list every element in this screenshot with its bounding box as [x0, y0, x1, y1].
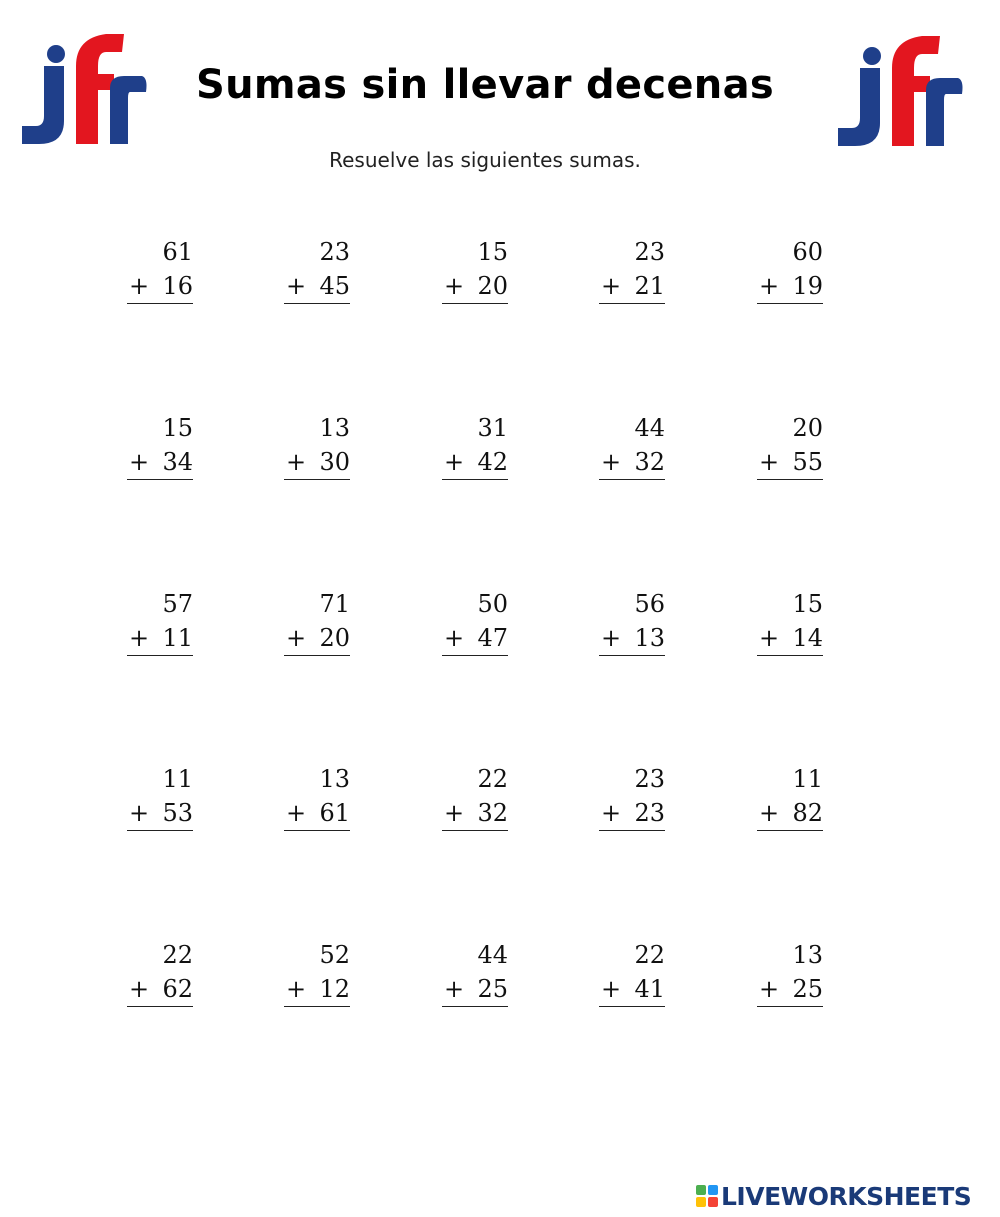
addend-top: 23	[634, 765, 665, 793]
addend-bottom: 55	[792, 448, 823, 476]
addition-problem	[733, 762, 823, 831]
addend-bottom-row	[442, 796, 508, 831]
addend-bottom-row	[127, 269, 193, 304]
plus-sign: +	[444, 799, 465, 827]
plus-sign: +	[601, 624, 622, 652]
addend-top: 11	[162, 765, 193, 793]
addition-problem	[418, 762, 508, 831]
addend-bottom-row	[757, 972, 823, 1007]
addend-bottom: 12	[319, 975, 350, 1003]
addend-bottom-row	[127, 621, 193, 656]
addend-top: 22	[162, 941, 193, 969]
addition-problem	[575, 938, 665, 1007]
addition-problem	[418, 235, 508, 304]
addend-bottom: 32	[477, 799, 508, 827]
addend-top: 44	[634, 414, 665, 442]
addition-problem	[103, 235, 193, 304]
addition-problem	[103, 411, 193, 480]
plus-sign: +	[601, 975, 622, 1003]
addend-bottom-row	[127, 796, 193, 831]
addend-bottom-row	[599, 445, 665, 480]
liveworksheets-wordmark: LIVEWORKSHEETS	[721, 1181, 972, 1211]
addend-top: 44	[477, 941, 508, 969]
addend-bottom: 13	[634, 624, 665, 652]
addend-bottom-row	[599, 269, 665, 304]
plus-sign: +	[129, 272, 150, 300]
addend-bottom-row	[284, 972, 350, 1007]
addend-top: 71	[319, 590, 350, 618]
plus-sign: +	[286, 272, 307, 300]
addend-bottom: 30	[319, 448, 350, 476]
addition-problem	[260, 762, 350, 831]
addend-bottom-row	[442, 269, 508, 304]
addend-bottom: 21	[634, 272, 665, 300]
addition-problem	[733, 235, 823, 304]
addition-problem	[733, 411, 823, 480]
addend-bottom-row	[442, 621, 508, 656]
plus-sign: +	[759, 799, 780, 827]
addend-bottom-row	[442, 972, 508, 1007]
addition-problem	[733, 587, 823, 656]
addend-bottom-row	[757, 621, 823, 656]
addend-top: 13	[792, 941, 823, 969]
addition-problem	[418, 938, 508, 1007]
addition-problem	[103, 938, 193, 1007]
addition-problem	[103, 587, 193, 656]
plus-sign: +	[759, 448, 780, 476]
addend-bottom: 25	[477, 975, 508, 1003]
addend-bottom: 19	[792, 272, 823, 300]
addend-bottom: 14	[792, 624, 823, 652]
addend-bottom: 62	[162, 975, 193, 1003]
addend-top: 20	[792, 414, 823, 442]
addend-bottom: 41	[634, 975, 665, 1003]
addition-problem	[575, 235, 665, 304]
addend-bottom: 16	[162, 272, 193, 300]
addend-bottom-row	[284, 269, 350, 304]
addend-top: 15	[162, 414, 193, 442]
addend-bottom-row	[127, 972, 193, 1007]
addend-top: 15	[792, 590, 823, 618]
plus-sign: +	[759, 624, 780, 652]
addend-top: 50	[477, 590, 508, 618]
addition-problem	[418, 411, 508, 480]
addend-bottom-row	[284, 796, 350, 831]
addend-bottom-row	[599, 796, 665, 831]
plus-sign: +	[286, 624, 307, 652]
addend-top: 60	[792, 238, 823, 266]
addend-bottom-row	[127, 445, 193, 480]
addition-problem	[575, 587, 665, 656]
addend-top: 13	[319, 765, 350, 793]
plus-sign: +	[444, 272, 465, 300]
addend-bottom: 11	[162, 624, 193, 652]
addend-bottom-row	[599, 621, 665, 656]
addend-top: 31	[477, 414, 508, 442]
plus-sign: +	[759, 272, 780, 300]
plus-sign: +	[444, 975, 465, 1003]
addition-problem	[733, 938, 823, 1007]
addend-top: 13	[319, 414, 350, 442]
addend-bottom: 45	[319, 272, 350, 300]
addend-bottom: 20	[477, 272, 508, 300]
addend-bottom: 32	[634, 448, 665, 476]
addend-bottom: 25	[792, 975, 823, 1003]
addend-top: 61	[162, 238, 193, 266]
addend-top: 52	[319, 941, 350, 969]
addend-top: 56	[634, 590, 665, 618]
plus-sign: +	[286, 975, 307, 1003]
addend-bottom-row	[284, 621, 350, 656]
liveworksheets-logo-icon	[696, 1185, 718, 1207]
addend-top: 22	[634, 941, 665, 969]
plus-sign: +	[129, 975, 150, 1003]
addend-top: 22	[477, 765, 508, 793]
addition-problem	[260, 235, 350, 304]
addend-bottom-row	[757, 445, 823, 480]
addend-bottom: 42	[477, 448, 508, 476]
addend-bottom: 82	[792, 799, 823, 827]
plus-sign: +	[129, 799, 150, 827]
addend-bottom-row	[599, 972, 665, 1007]
addend-top: 57	[162, 590, 193, 618]
page-title: Sumas sin llevar decenas	[196, 62, 774, 108]
addend-bottom-row	[442, 445, 508, 480]
addend-bottom-row	[284, 445, 350, 480]
addend-bottom-row	[757, 796, 823, 831]
instructions-text: Resuelve las siguientes sumas.	[329, 148, 641, 172]
plus-sign: +	[601, 799, 622, 827]
addend-bottom: 34	[162, 448, 193, 476]
addend-top: 23	[319, 238, 350, 266]
addend-bottom-row	[757, 269, 823, 304]
plus-sign: +	[444, 624, 465, 652]
addend-bottom: 53	[162, 799, 193, 827]
plus-sign: +	[286, 799, 307, 827]
addition-problem	[260, 411, 350, 480]
addition-problem	[103, 762, 193, 831]
addend-top: 15	[477, 238, 508, 266]
addend-bottom: 23	[634, 799, 665, 827]
addend-top: 11	[792, 765, 823, 793]
plus-sign: +	[286, 448, 307, 476]
addend-bottom: 47	[477, 624, 508, 652]
plus-sign: +	[444, 448, 465, 476]
addition-problem	[260, 587, 350, 656]
addition-problem	[575, 411, 665, 480]
addition-problem	[575, 762, 665, 831]
plus-sign: +	[759, 975, 780, 1003]
liveworksheets-brand	[696, 1180, 971, 1212]
plus-sign: +	[129, 448, 150, 476]
plus-sign: +	[601, 272, 622, 300]
plus-sign: +	[601, 448, 622, 476]
addend-top: 23	[634, 238, 665, 266]
plus-sign: +	[129, 624, 150, 652]
addition-problem	[260, 938, 350, 1007]
addend-bottom: 61	[319, 799, 350, 827]
addition-problem	[418, 587, 508, 656]
addend-bottom: 20	[319, 624, 350, 652]
